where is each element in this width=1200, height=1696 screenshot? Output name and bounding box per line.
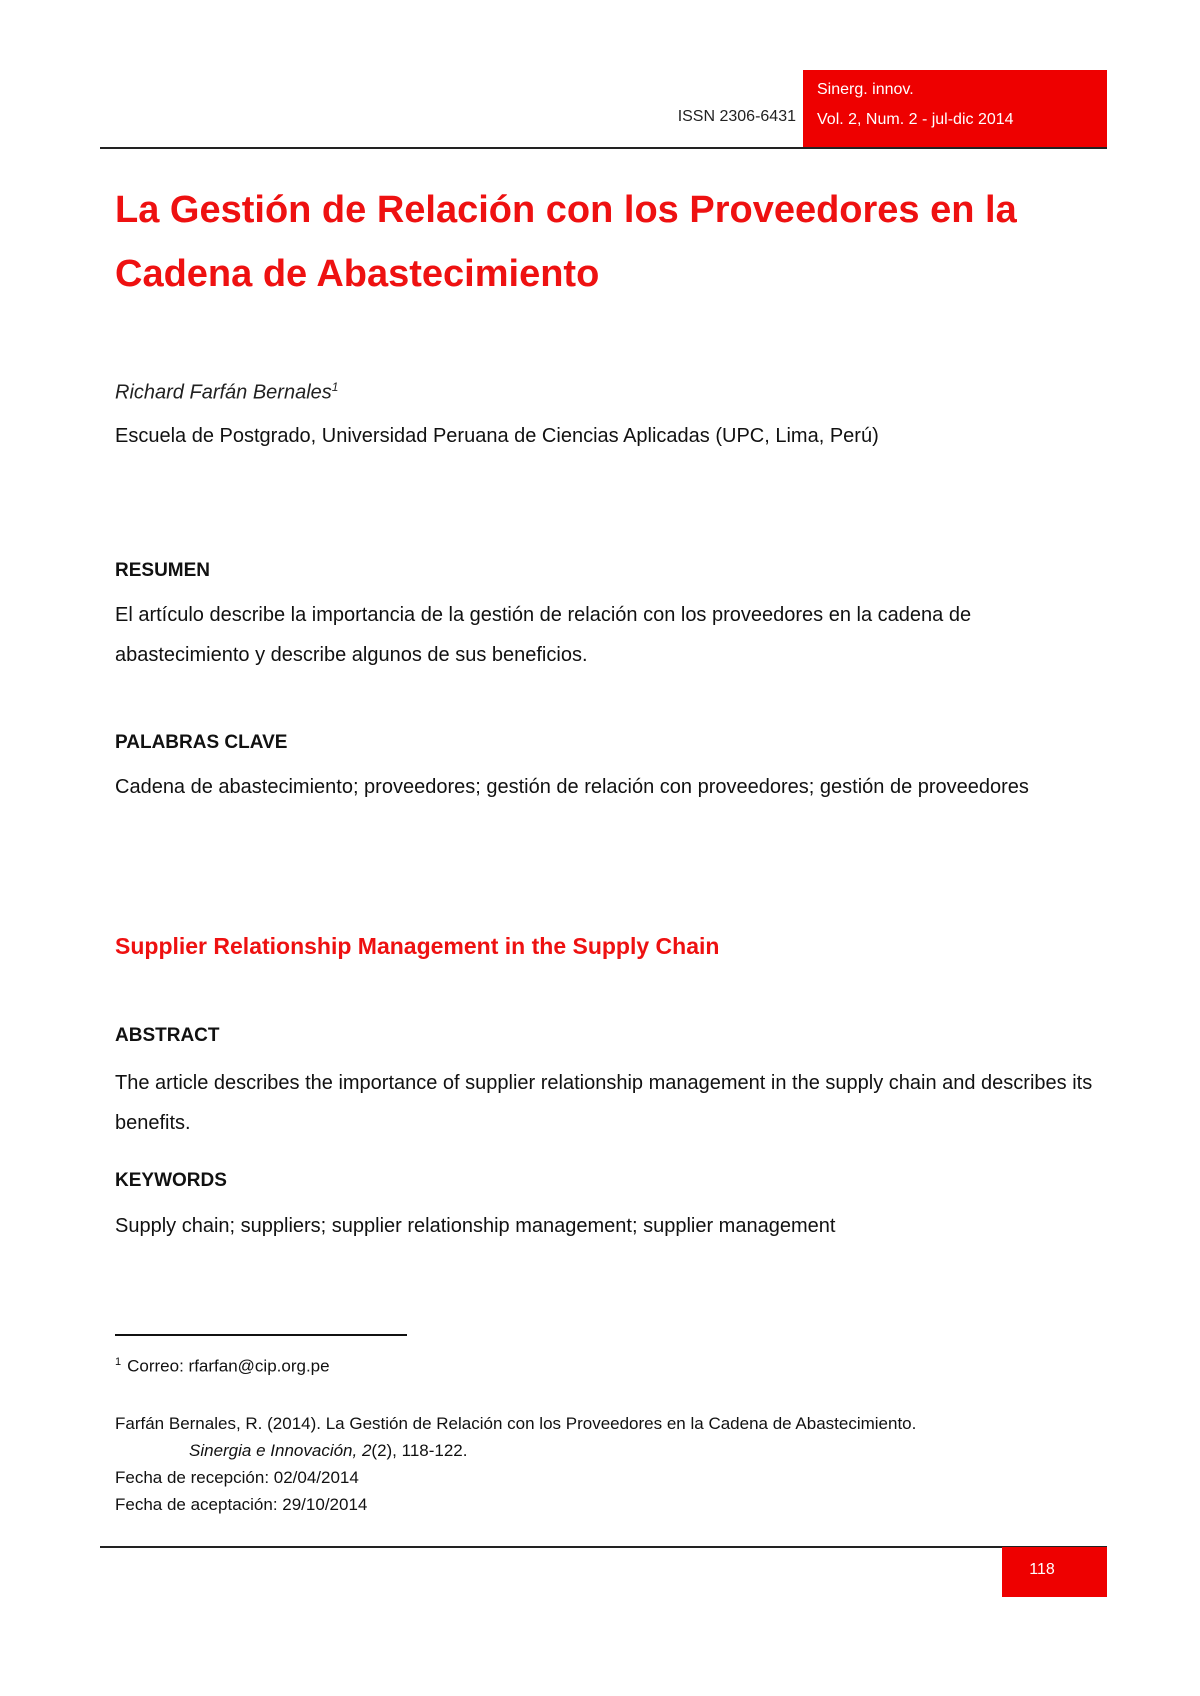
footnote-text: Correo: rfarfan@cip.org.pe (127, 1356, 330, 1376)
footer-rule (100, 1546, 1107, 1548)
header-rule (100, 147, 1107, 149)
journal-abbreviation: Sinerg. innov. (817, 81, 914, 98)
english-title: Supplier Relationship Management in the Supply Chain (115, 933, 720, 959)
resumen-heading: RESUMEN (115, 560, 211, 581)
author (115, 380, 338, 405)
author-name: Richard Farfán Bernales (115, 381, 332, 404)
resumen-text: El artículo describe la importancia de la gestión de relación con los proveedores en la cadena de abastecimiento y describe algunos de sus beneficios. (115, 604, 972, 666)
footnote-rule (115, 1334, 407, 1336)
accepted-date: Fecha de aceptación: 29/10/2014 (115, 1495, 368, 1514)
abstract-heading: ABSTRACT (115, 1025, 220, 1046)
palabras-clave-text: Cadena de abastecimiento; proveedores; gestión de relación con proveedores; gestión de proveedores (115, 776, 1029, 798)
page-number: 118 (1029, 1561, 1055, 1578)
footnote-mark: 1 (115, 1356, 122, 1368)
keywords-heading: KEYWORDS (115, 1170, 227, 1191)
citation-issue: (2), 118-122. (371, 1441, 468, 1460)
citation-journal-line (115, 1437, 1105, 1464)
citation-journal: Sinergia e Innovación, 2 (189, 1441, 372, 1460)
footnote (115, 1356, 330, 1377)
abstract-text: The article describes the importance of supplier relationship management in the supply chain and describes its benefits. (115, 1072, 1093, 1134)
keywords-text: Supply chain; suppliers; supplier relationship management; supplier management (115, 1215, 836, 1237)
issn: ISSN 2306-6431 (677, 108, 796, 125)
author-footnote-mark: 1 (331, 380, 339, 394)
journal-volume: Vol. 2, Num. 2 - jul-dic 2014 (817, 111, 1014, 128)
citation (115, 1410, 1105, 1518)
affiliation: Escuela de Postgrado, Universidad Peruana de Ciencias Aplicadas (UPC, Lima, Perú) (115, 425, 879, 447)
palabras-clave-heading: PALABRAS CLAVE (115, 732, 288, 753)
received-date: Fecha de recepción: 02/04/2014 (115, 1468, 359, 1487)
citation-line: Farfán Bernales, R. (2014). La Gestión de Relación con los Proveedores en la Cadena de Abastecimiento. (115, 1414, 917, 1433)
article-title: La Gestión de Relación con los Proveedores en la Cadena de Abastecimiento (115, 189, 1017, 295)
